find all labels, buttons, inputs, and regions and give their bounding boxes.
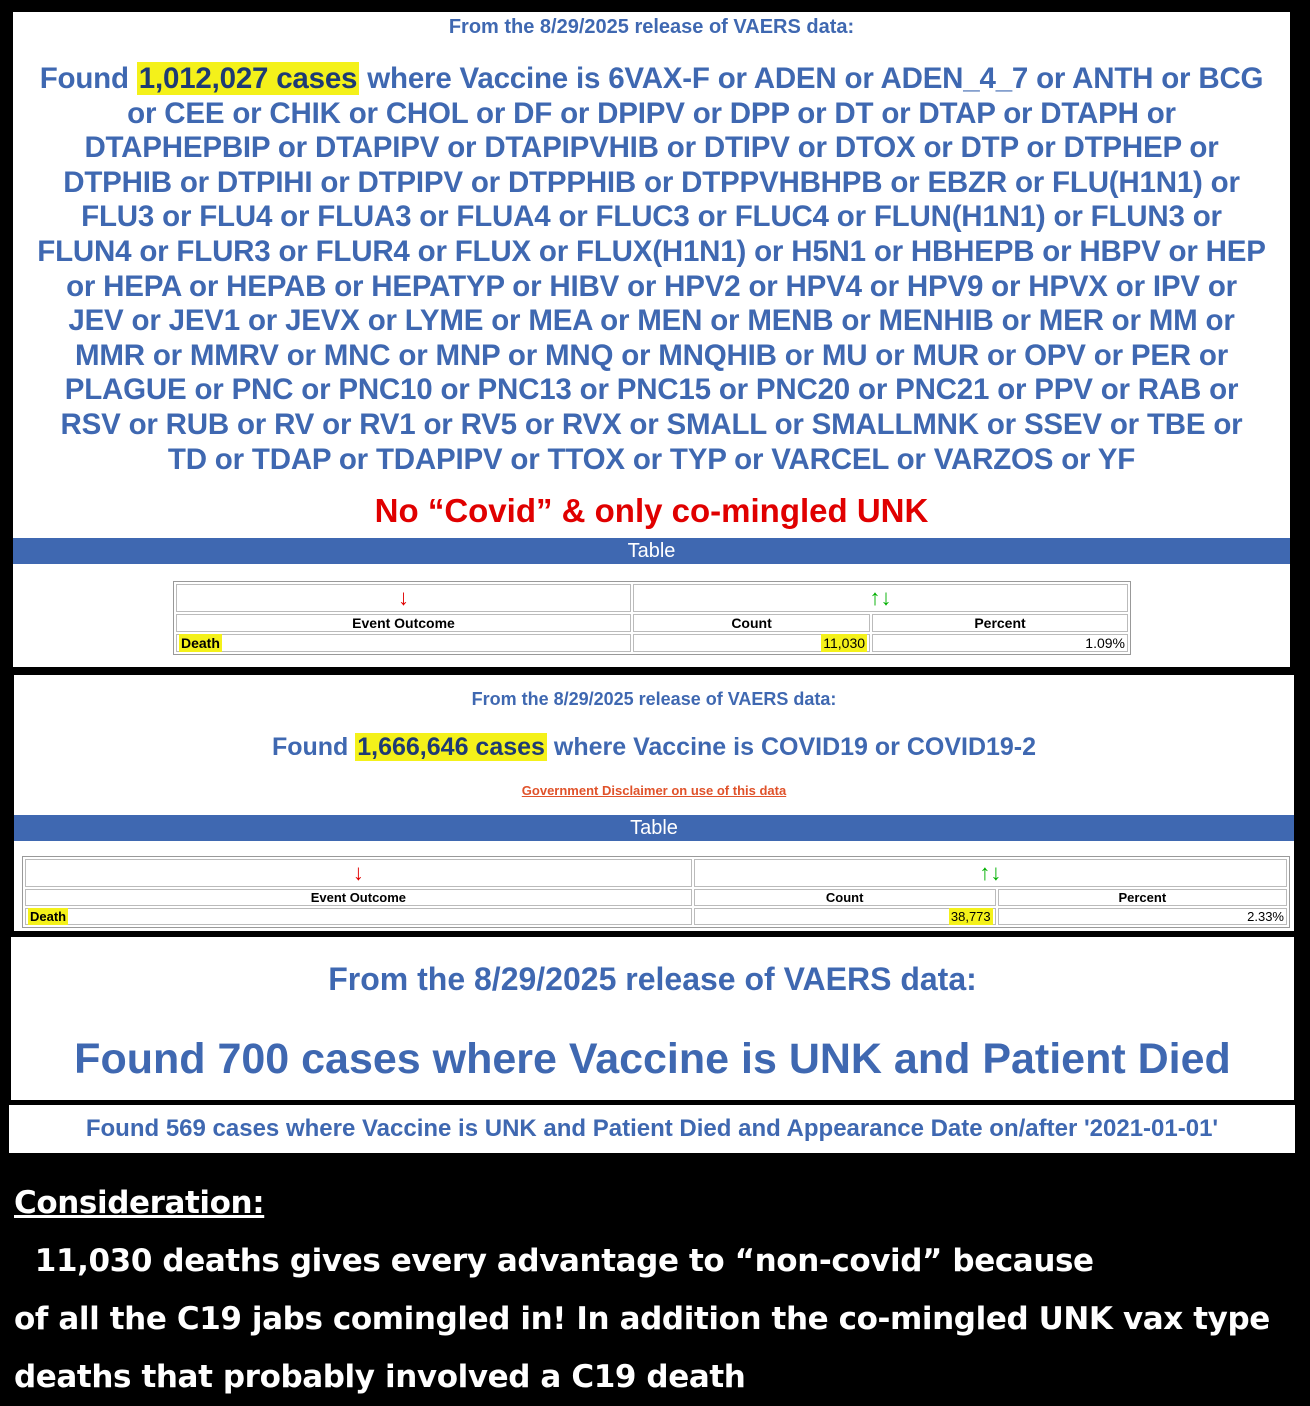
table-section-bar: Table	[13, 538, 1290, 564]
found-cases-text: Found 1,666,646 cases where Vaccine is COVID19 or COVID19-2	[271, 733, 1037, 761]
release-header: From the 8/29/2025 release of VAERS data:	[328, 961, 977, 997]
found-count-highlight: 1,012,027 cases	[138, 62, 358, 95]
release-header: From the 8/29/2025 release of VAERS data:	[471, 689, 837, 709]
row-count: 11,030	[633, 634, 870, 652]
consideration-line-2: of all the C19 jabs comingled in! In addition the co-mingled UNK vax type	[14, 1301, 1270, 1337]
row-label: Death	[176, 634, 631, 652]
found-cases-text: Found 569 cases where Vaccine is UNK and Patient Died and Appearance Date on/after '2021-01-01'	[85, 1115, 1219, 1142]
found-line: TD or TDAP or TDAPIPV or TTOX or TYP or VARCEL or VARZOS or YF	[167, 442, 1136, 476]
found-line: or HEPA or HEPAB or HEPATYP or HIBV or HPV2 or HPV4 or HPV9 or HPVX or IPV or	[66, 269, 1237, 303]
search-results-panel-covid	[14, 675, 1294, 931]
search-results-panel-unk	[11, 937, 1294, 1100]
found-line: MMR or MMRV or MNC or MNP or MNQ or MNQHIB or MU or MUR or OPV or PER or	[74, 338, 1229, 372]
table-row	[176, 634, 1128, 652]
found-count-highlight: 1,666,646 cases	[357, 733, 545, 761]
release-header: From the 8/29/2025 release of VAERS data:	[448, 16, 855, 38]
table-section-bar: Table	[14, 815, 1294, 841]
found-line: FLU3 or FLU4 or FLUA3 or FLUA4 or FLUC3 or FLUC4 or FLUN(H1N1) or FLUN3 or	[81, 200, 1222, 234]
annotation-note: No “Covid” & only co-mingled UNK	[374, 492, 929, 529]
found-line: FLUN4 or FLUR3 or FLUR4 or FLUX or FLUX(H1N1) or H5N1 or HBHEPB or HBPV or HEP	[37, 234, 1266, 268]
search-results-panel-non-covid	[13, 12, 1290, 667]
found-cases-text	[13, 62, 1290, 477]
col-header-count: Count	[694, 889, 996, 906]
found-line: JEV or JEV1 or JEVX or LYME or MEA or MEN or MENB or MENHIB or MER or MM or	[68, 304, 1235, 338]
col-header-count: Count	[633, 614, 870, 632]
sort-updown-arrows-icon[interactable]: ↑↓	[694, 859, 1287, 887]
results-table	[22, 856, 1290, 928]
found-line: RSV or RUB or RV or RV1 or RV5 or RVX or SMALL or SMALLMNK or SSEV or TBE or	[60, 407, 1243, 441]
found-line-1: Found 1,012,027 cases where Vaccine is 6VAX-F or ADEN or ADEN_4_7 or ANTH or BCG	[39, 62, 1264, 95]
col-header-percent: Percent	[998, 889, 1287, 906]
col-header-percent: Percent	[872, 614, 1128, 632]
consideration-note	[14, 1174, 1300, 1406]
found-line: or CEE or CHIK or CHOL or DF or DPIPV or DPP or DT or DTAP or DTAPH or	[127, 96, 1176, 130]
results-table	[173, 581, 1131, 655]
government-disclaimer-link[interactable]: Government Disclaimer on use of this data	[521, 783, 787, 798]
row-percent: 1.09%	[872, 634, 1128, 652]
row-percent: 2.33%	[998, 908, 1287, 925]
sort-down-arrow-icon[interactable]: ↓	[25, 859, 692, 887]
found-line: DTPHIB or DTPIHI or DTPIPV or DTPPHIB or DTPPVHBHPB or EBZR or FLU(H1N1) or	[63, 165, 1240, 199]
consideration-label: Consideration:	[14, 1185, 265, 1221]
row-count: 38,773	[694, 908, 996, 925]
consideration-line-3: deaths that probably involved a C19 death	[14, 1359, 746, 1395]
row-label: Death	[25, 908, 692, 925]
col-header-event-outcome: Event Outcome	[176, 614, 631, 632]
consideration-line-1: Consideration: 11,030 deaths gives every advantage to “non-covid” because	[14, 1185, 1094, 1279]
sort-updown-arrows-icon[interactable]: ↑↓	[633, 584, 1128, 612]
search-results-panel-unk-2021	[9, 1105, 1295, 1153]
found-line: PLAGUE or PNC or PNC10 or PNC13 or PNC15 or PNC20 or PNC21 or PPV or RAB or	[64, 373, 1239, 407]
found-line: DTAPHEPBIP or DTAPIPV or DTAPIPVHIB or DTIPV or DTOX or DTP or DTPHEP or	[84, 131, 1219, 165]
sort-down-arrow-icon[interactable]: ↓	[176, 584, 631, 612]
table-row	[25, 908, 1287, 925]
col-header-event-outcome: Event Outcome	[25, 889, 692, 906]
found-cases-text: Found 700 cases where Vaccine is UNK and Patient Died	[74, 1035, 1231, 1083]
